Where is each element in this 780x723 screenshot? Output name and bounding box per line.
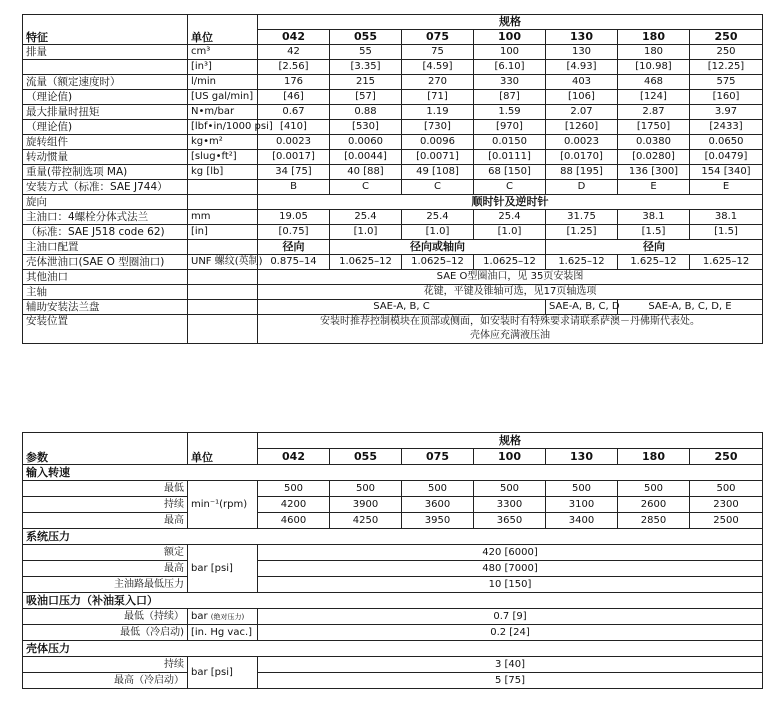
install-line: 安装时推荐控制模块在顶部或侧面，如安装时有特殊要求请联系萨澳－丹佛斯代表处。 [258, 315, 763, 330]
cell: [1.25] [546, 225, 618, 240]
pressure-unit: bar [psi] [188, 545, 258, 593]
cell: 1.59 [474, 105, 546, 120]
cell: [0.0017] [258, 150, 330, 165]
cell: 575 [690, 75, 763, 90]
size-header: 130 [546, 449, 618, 465]
unit-cell: cm³ [188, 45, 258, 60]
size-header: 042 [258, 30, 330, 45]
cell: 1.19 [402, 105, 474, 120]
cell: [530] [330, 120, 402, 135]
row-label: 流量（额定速度时） [23, 75, 188, 90]
size-header: 100 [474, 449, 546, 465]
cell: 403 [546, 75, 618, 90]
aux-label: 辅助安装法兰盘 [23, 300, 188, 315]
cell: 0.0096 [402, 135, 474, 150]
cell: 1.0625–12 [330, 255, 402, 270]
unit-cell [188, 180, 258, 195]
cell: 38.1 [690, 210, 763, 225]
cell: 500 [402, 481, 474, 497]
cell: 1.0625–12 [474, 255, 546, 270]
size-header: 075 [402, 449, 474, 465]
cell: 2600 [618, 497, 690, 513]
cell: 2.87 [618, 105, 690, 120]
row-label: 最大排量时扭矩 [23, 105, 188, 120]
cell: 100 [474, 45, 546, 60]
cell: 0.7 [9] [258, 609, 763, 625]
speed-unit: min⁻¹(rpm) [188, 481, 258, 529]
cell: 49 [108] [402, 165, 474, 180]
size-header: 055 [330, 30, 402, 45]
cell: C [474, 180, 546, 195]
cell: 4200 [258, 497, 330, 513]
operating-parameters-table [22, 432, 763, 689]
cell: 1.625–12 [618, 255, 690, 270]
cell: [0.0044] [330, 150, 402, 165]
cell: 31.75 [546, 210, 618, 225]
port-rows [23, 210, 763, 240]
cell: [410] [258, 120, 330, 135]
cell: 0.0060 [330, 135, 402, 150]
cell: 500 [330, 481, 402, 497]
cell: 2300 [690, 497, 763, 513]
unit-cell: [US gal/min] [188, 90, 258, 105]
cell: [1.5] [690, 225, 763, 240]
unit-cell: kg•m² [188, 135, 258, 150]
row-label: 排量 [23, 45, 188, 60]
install-line: 壳体应充满液压油 [258, 329, 763, 344]
unit-cell: l/min [188, 75, 258, 90]
size-header: 042 [258, 449, 330, 465]
spec-rows [23, 45, 763, 195]
cell: [0.75] [258, 225, 330, 240]
row-label: 最低 [23, 481, 188, 497]
cell: 3650 [474, 513, 546, 529]
cell: [0.0071] [402, 150, 474, 165]
speed-rows [23, 481, 763, 529]
cell: 215 [330, 75, 402, 90]
cell: 25.4 [474, 210, 546, 225]
shaft-label: 主轴 [23, 285, 188, 300]
cell: 0.0650 [690, 135, 763, 150]
size-header: 180 [618, 449, 690, 465]
size-header: 075 [402, 30, 474, 45]
cell: 68 [150] [474, 165, 546, 180]
port-config-label: 主油口配置 [23, 240, 188, 255]
cell: 0.67 [258, 105, 330, 120]
cell: 0.0380 [618, 135, 690, 150]
cell: [2433] [690, 120, 763, 135]
row-label: 额定 [23, 545, 188, 561]
cell: 136 [300] [618, 165, 690, 180]
cell: [87] [474, 90, 546, 105]
other-ports-value: SAE O型圈油口，见 35页安装图 [258, 270, 763, 285]
cell: 500 [690, 481, 763, 497]
cell: 88 [195] [546, 165, 618, 180]
size-header: 250 [690, 449, 763, 465]
cell: 468 [618, 75, 690, 90]
cell: 2500 [690, 513, 763, 529]
row-label: 最高 [23, 513, 188, 529]
row-label [23, 60, 188, 75]
row-label: 持续 [23, 497, 188, 513]
cell: 25.4 [402, 210, 474, 225]
size-header: 055 [330, 449, 402, 465]
cell: [970] [474, 120, 546, 135]
cell: 25.4 [330, 210, 402, 225]
cell: 3 [40] [258, 657, 763, 673]
cell: [0.0280] [618, 150, 690, 165]
row-label: 安装方式（标准：SAE J744） [23, 180, 188, 195]
aux-value: SAE-A, B, C [258, 300, 546, 315]
size-header: 130 [546, 30, 618, 45]
row-label: 最高（冷启动） [23, 673, 188, 689]
cell: [57] [330, 90, 402, 105]
row-label: （理论值) [23, 90, 188, 105]
cell: 10 [150] [258, 577, 763, 593]
cell: 500 [618, 481, 690, 497]
rotation-value: 顺时针及逆时针 [258, 195, 763, 210]
unit-cell: kg [lb] [188, 165, 258, 180]
cell: 38.1 [618, 210, 690, 225]
cell: 3600 [402, 497, 474, 513]
cell: [1.5] [618, 225, 690, 240]
port-config-value: 径向或轴向 [330, 240, 546, 255]
cell: [3.35] [330, 60, 402, 75]
param-header: 参数 [23, 433, 188, 465]
cell: B [258, 180, 330, 195]
cell: 3300 [474, 497, 546, 513]
port-config-value: 径向 [546, 240, 763, 255]
size-header: 250 [690, 30, 763, 45]
cell: 42 [258, 45, 330, 60]
cell: 1.0625–12 [402, 255, 474, 270]
cell: 420 [6000] [258, 545, 763, 561]
cell: 40 [88] [330, 165, 402, 180]
cell: 154 [340] [690, 165, 763, 180]
cell: 4600 [258, 513, 330, 529]
row-label: 最低（持续） [23, 609, 188, 625]
cell: 2850 [618, 513, 690, 529]
shaft-value: 花键，平键及锥轴可选，见17页轴选项 [258, 285, 763, 300]
cell: E [618, 180, 690, 195]
cell: 1.625–12 [690, 255, 763, 270]
cell: 130 [546, 45, 618, 60]
cell: [0.0170] [546, 150, 618, 165]
case-drain-label: 壳体泄油口(SAE O 型圈油口) [23, 255, 188, 270]
cell: 0.0023 [546, 135, 618, 150]
cell: [160] [690, 90, 763, 105]
row-label: 主油口：4螺栓分体式法兰 [23, 210, 188, 225]
cell: [4.93] [546, 60, 618, 75]
cell: [0.0479] [690, 150, 763, 165]
cell: [6.10] [474, 60, 546, 75]
cell: 500 [546, 481, 618, 497]
cell: 3900 [330, 497, 402, 513]
feature-header: 特征 [23, 15, 188, 45]
cell: 270 [402, 75, 474, 90]
cell: 480 [7000] [258, 561, 763, 577]
unit-cell: N•m/bar [188, 105, 258, 120]
cell: 0.0150 [474, 135, 546, 150]
cell: 19.05 [258, 210, 330, 225]
cell: 55 [330, 45, 402, 60]
cell: 2.07 [546, 105, 618, 120]
other-ports-label: 其他油口 [23, 270, 188, 285]
unit-header: 单位 [188, 15, 258, 45]
install-label: 安装位置 [23, 315, 188, 344]
cell: [106] [546, 90, 618, 105]
unit-cell: [slug•ft²] [188, 150, 258, 165]
cell: D [546, 180, 618, 195]
case-unit: bar [psi] [188, 657, 258, 689]
cell: [0.0111] [474, 150, 546, 165]
row-label: 转动惯量 [23, 150, 188, 165]
cell: [46] [258, 90, 330, 105]
port-config-value: 径向 [258, 240, 330, 255]
row-label: 主油路最低压力 [23, 577, 188, 593]
cell: [1.0] [330, 225, 402, 240]
cell: [4.59] [402, 60, 474, 75]
cell: C [402, 180, 474, 195]
cell: 75 [402, 45, 474, 60]
section-title: 壳体压力 [23, 641, 763, 657]
section-title: 输入转速 [23, 465, 763, 481]
cell: C [330, 180, 402, 195]
spec-header: 规格 [258, 433, 763, 449]
section-title: 吸油口压力（补油泵入口） [23, 593, 763, 609]
unit-cell: [in³] [188, 60, 258, 75]
cell: 0.875–14 [258, 255, 330, 270]
aux-value: SAE-A, B, C, D, E [618, 300, 763, 315]
row-label: 最高 [23, 561, 188, 577]
cell: 3950 [402, 513, 474, 529]
cell: [1.0] [474, 225, 546, 240]
inlet-unit: bar (绝对压力) [188, 609, 258, 625]
cell: [12.25] [690, 60, 763, 75]
case-drain-unit: UNF 螺纹(英制) [188, 255, 258, 270]
cell: [71] [402, 90, 474, 105]
cell: 5 [75] [258, 673, 763, 689]
cell: 3400 [546, 513, 618, 529]
unit-cell: mm [188, 210, 258, 225]
cell: 500 [474, 481, 546, 497]
row-label: （标准：SAE J518 code 62) [23, 225, 188, 240]
inlet-unit: [in. Hg vac.] [188, 625, 258, 641]
cell: 176 [258, 75, 330, 90]
size-header: 180 [618, 30, 690, 45]
cell: [10.98] [618, 60, 690, 75]
cell: [1750] [618, 120, 690, 135]
section-title: 系统压力 [23, 529, 763, 545]
row-label: 旋转组件 [23, 135, 188, 150]
cell: 0.0023 [258, 135, 330, 150]
row-label: 最低（冷启动) [23, 625, 188, 641]
specifications-table [22, 14, 763, 344]
cell: 1.625–12 [546, 255, 618, 270]
row-label: 持续 [23, 657, 188, 673]
cell: [1.0] [402, 225, 474, 240]
cell: 0.88 [330, 105, 402, 120]
cell: [124] [618, 90, 690, 105]
spec-header: 规格 [258, 15, 763, 30]
rotation-label: 旋向 [23, 195, 188, 210]
cell: 4250 [330, 513, 402, 529]
unit-cell: [lbf•in/1000 psi] [188, 120, 258, 135]
cell: [2.56] [258, 60, 330, 75]
cell: 500 [258, 481, 330, 497]
cell: 3.97 [690, 105, 763, 120]
size-header: 100 [474, 30, 546, 45]
cell: [730] [402, 120, 474, 135]
cell: 250 [690, 45, 763, 60]
cell: 180 [618, 45, 690, 60]
cell: 0.2 [24] [258, 625, 763, 641]
unit-cell: [in] [188, 225, 258, 240]
cell: 3100 [546, 497, 618, 513]
unit-header: 单位 [188, 433, 258, 465]
aux-value: SAE-A, B, C, D [546, 300, 618, 315]
cell: 34 [75] [258, 165, 330, 180]
cell: E [690, 180, 763, 195]
cell: [1260] [546, 120, 618, 135]
row-label: 重量(带控制选项 MA) [23, 165, 188, 180]
row-label: （理论值) [23, 120, 188, 135]
cell: 330 [474, 75, 546, 90]
